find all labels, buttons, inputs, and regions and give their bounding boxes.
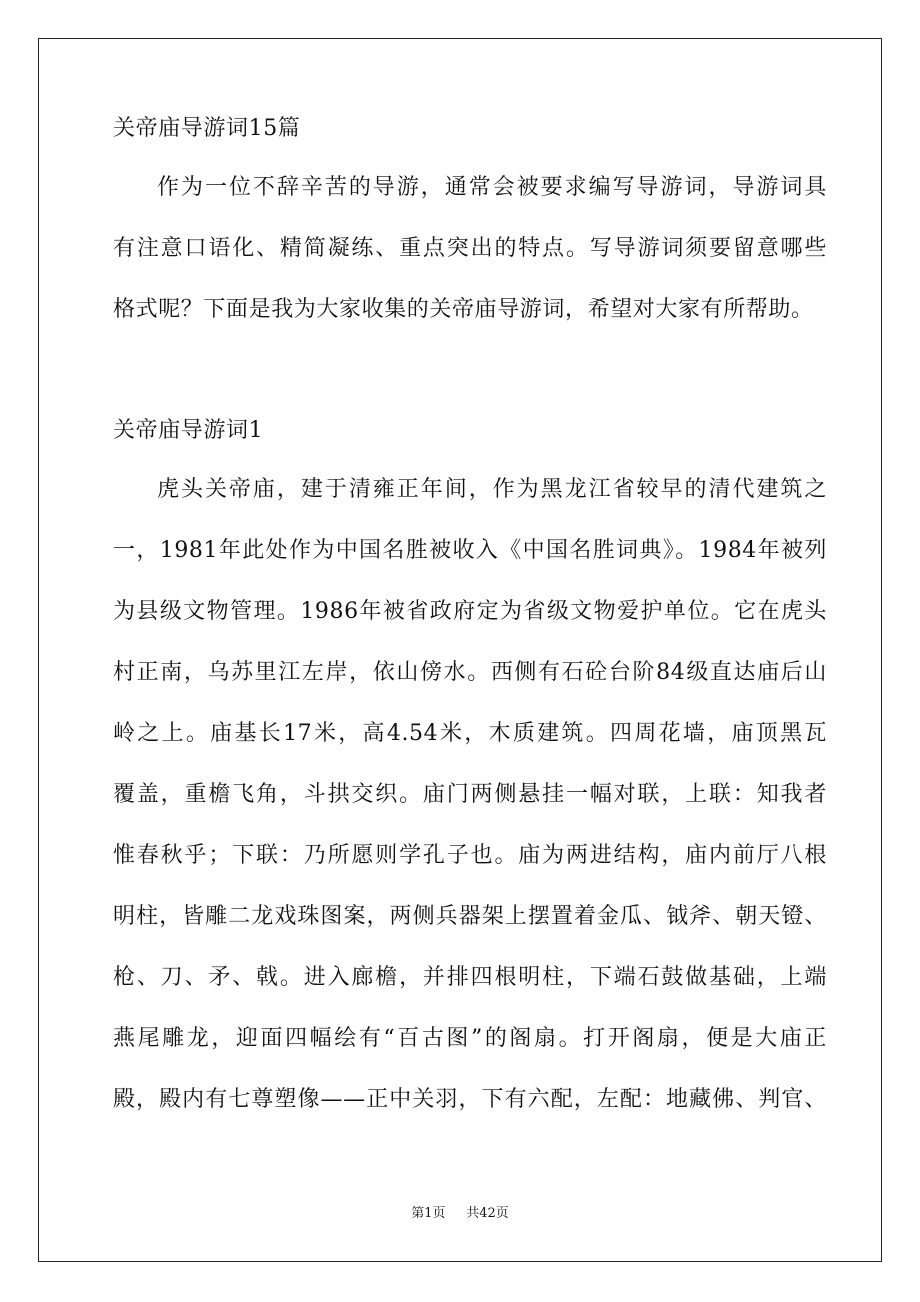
page-total: 共42页 (466, 1206, 509, 1221)
body-line-5: 岭之上。庙基长17米，高4.54米，木质建筑。四周花墙，庙顶黑瓦 (113, 721, 827, 746)
intro-line-1: 作为一位不辞辛苦的导游，通常会被要求编写导游词，导游词具 (157, 175, 827, 200)
intro-line-3: 格式呢？下面是我为大家收集的关帝庙导游词，希望对大家有所帮助。 (113, 297, 814, 322)
body-line-10: 燕尾雕龙，迎面四幅绘有“百古图”的阁扇。打开阁扇，便是大庙正 (113, 1026, 827, 1051)
body-line-2: 一，1981年此处作为中国名胜被收入《中国名胜词典》。1984年被列 (113, 538, 827, 563)
section-title: 关帝庙导游词1 (113, 418, 264, 443)
body-line-1: 虎头关帝庙，建于清雍正年间，作为黑龙江省较早的清代建筑之 (157, 477, 827, 502)
page-footer (0, 1206, 920, 1222)
body-line-7: 惟春秋乎；下联：乃所愿则学孔子也。庙为两进结构，庙内前厅八根 (113, 843, 827, 868)
body-line-9: 枪、刀、矛、戟。进入廊檐，并排四根明柱，下端石鼓做基础，上端 (113, 965, 827, 990)
body-line-3: 为县级文物管理。1986年被省政府定为省级文物爱护单位。它在虎头 (113, 599, 827, 624)
page-number: 第1页 (411, 1206, 446, 1221)
body-line-8: 明柱，皆雕二龙戏珠图案，两侧兵器架上摆置着金瓜、钺斧、朝天镫、 (113, 904, 827, 929)
document-title: 关帝庙导游词15篇 (113, 116, 301, 141)
body-line-11: 殿，殿内有七尊塑像——正中关羽，下有六配，左配：地藏佛、判官、 (113, 1087, 827, 1112)
body-line-6: 覆盖，重檐飞角，斗拱交织。庙门两侧悬挂一幅对联，上联：知我者 (113, 782, 827, 807)
document-body (113, 118, 827, 1150)
body-line-4: 村正南，乌苏里江左岸，依山傍水。西侧有石砼台阶84级直达庙后山 (113, 660, 827, 685)
section-gap (113, 360, 827, 420)
intro-line-2: 有注意口语化、精简凝练、重点突出的特点。写导游词须要留意哪些 (113, 236, 827, 261)
